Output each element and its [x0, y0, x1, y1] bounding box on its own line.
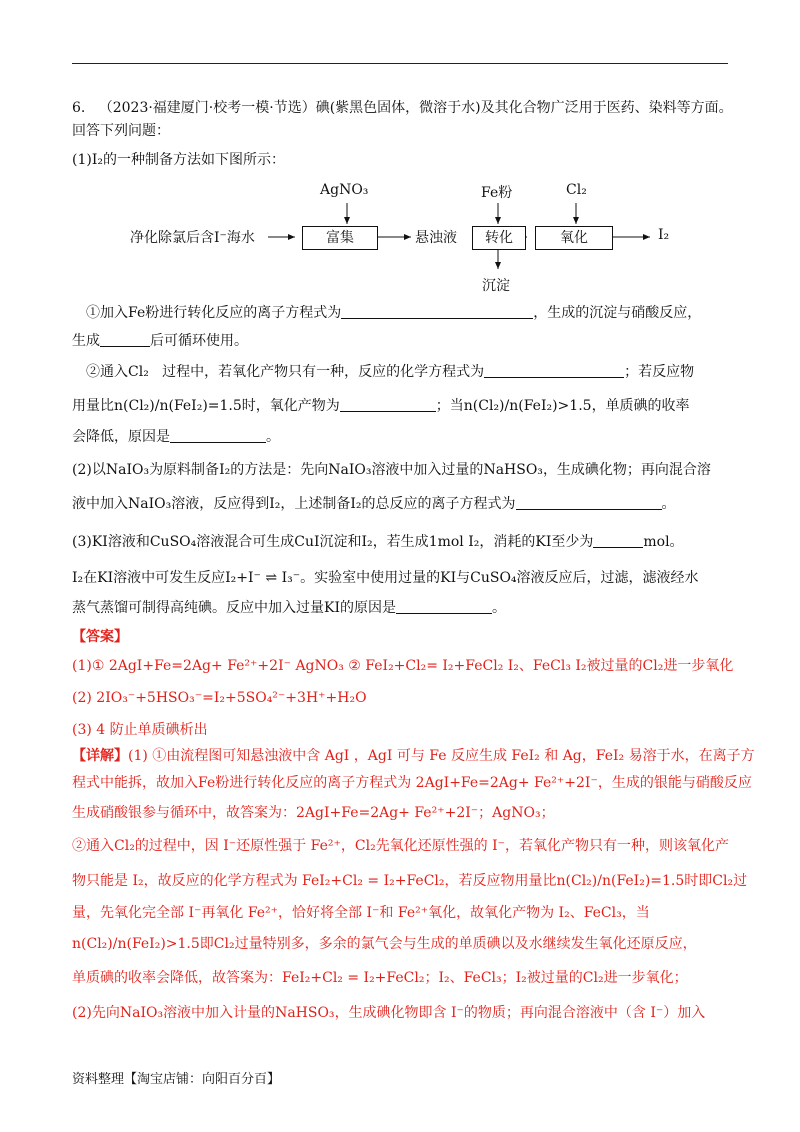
explanation-line5: 物只能是 I₂，故反应的化学方程式为 FeI₂+Cl₂ = I₂+FeCl₂，若反应物用量比n(Cl₂)/n(FeI₂)=1.5时即Cl₂过 — [72, 873, 748, 889]
flow-suspension-label: 悬浊液 — [415, 230, 457, 246]
header-rule — [72, 63, 728, 64]
explanation-line9: (2)先向NaIO₃溶液中加入计量的NaHSO₃，生成碘化物即含 I⁻的物质；再向混合溶液中（含 I⁻）加入 — [72, 1005, 706, 1021]
part3-line3: 蒸气蒸馏可制得高纯碘。反应中加入过量KI的原因是 。 — [72, 600, 506, 616]
question-number: 6. — [72, 100, 86, 116]
answer-part1: (1)① 2AgI+Fe=2Ag+ Fe²⁺+2I⁻ AgNO₃ ② FeI₂+Cl₂= I₂+FeCl₂ I₂、FeCl₃ I₂被过量的Cl₂进一步氧化 — [72, 658, 734, 674]
answer-blank[interactable] — [340, 397, 436, 412]
flow-end-label: I₂ — [658, 227, 670, 243]
part1-heading: (1)I₂的一种制备方法如下图所示： — [72, 152, 285, 168]
subq-1-line2: 生成 后可循环使用。 — [72, 333, 248, 349]
subq-2-line3: 会降低，原因是 。 — [72, 429, 280, 445]
explanation-line4: ②通入Cl₂的过程中，因 I⁻还原性强于 Fe²⁺，Cl₂先氧化还原性强的 I⁻，若氧化产物只有一种，则该氧化产 — [72, 838, 730, 854]
flow-reagent-cl2: Cl₂ — [566, 182, 587, 198]
flow-start-label: 净化除氯后含I⁻海水 — [130, 230, 255, 246]
part3-line2: I₂在KI溶液中可发生反应I₂+I⁻ ⇌ I₃⁻。实验室中使用过量的KI与CuSO₄溶液反应后，过滤，滤液经水 — [72, 570, 699, 586]
flow-box-enrich: 富集 — [302, 226, 378, 250]
answer-blank[interactable] — [516, 495, 662, 510]
flow-precipitate-label: 沉淀 — [482, 278, 510, 294]
flow-reagent-agno3: AgNO₃ — [320, 182, 369, 198]
answer-blank[interactable] — [484, 363, 624, 378]
subq-2-line2: 用量比n(Cl₂)/n(FeI₂)=1.5时，氧化产物为 ；当n(Cl₂)/n(FeI₂)>1.5，单质碘的收率 — [72, 398, 690, 414]
page-footer: 资料整理【淘宝店铺：向阳百分百】 — [72, 1072, 281, 1087]
subq-1-line1: ①加入Fe粉进行转化反应的离子方程式为 ，生成的沉淀与硝酸反应， — [86, 305, 702, 321]
answer-blank[interactable] — [100, 332, 150, 347]
explanation-line2: 程式中能拆，故加入Fe粉进行转化反应的离子方程式为 2AgI+Fe=2Ag+ Fe²⁺+2I⁻，生成的银能与硝酸反应 — [72, 775, 752, 791]
explanation-line6: 量，先氧化完全部 I⁻再氧化 Fe²⁺，恰好将全部 I⁻和 Fe²⁺氧化，故氧化产物为 I₂、FeCl₃，当 — [72, 905, 650, 921]
explanation-line3: 生成硝酸银参与循环中，故答案为：2AgI+Fe=2Ag+ Fe²⁺+2I⁻；AgNO₃； — [72, 805, 555, 821]
explanation-line7: n(Cl₂)/n(FeI₂)>1.5即Cl₂过量特别多，多余的氯气会与生成的单质碘以及水继续发生氧化还原反应， — [72, 936, 697, 952]
process-flow-diagram — [130, 180, 690, 295]
answer-part2: (2) 2IO₃⁻+5HSO₃⁻=I₂+5SO₄²⁻+3H⁺+H₂O — [72, 690, 367, 706]
part2-line2: 液中加入NaIO₃溶液，反应得到I₂，上述制备I₂的总反应的离子方程式为 。 — [72, 496, 676, 512]
answer-part3: (3) 4 防止单质碘析出 — [72, 722, 208, 738]
flow-box-oxidize: 氧化 — [535, 226, 613, 250]
answer-heading: 【答案】 — [72, 629, 128, 645]
explanation-line1: 【详解】(1) ①由流程图可知悬浊液中含 AgI ，AgI 可与 Fe 反应生成 FeI₂ 和 Ag，FeI₂ 易溶于水，在离子方 — [72, 748, 755, 764]
answer-blank[interactable] — [396, 599, 492, 614]
subq-2-line1: ②通入Cl₂ 过程中，若氧化产物只有一种，反应的化学方程式为 ；若反应物 — [86, 364, 695, 380]
question-stem: 6. （2023·福建厦门·校考一模·节选）碘(紫黑色固体，微溶于水)及其化合物广泛用于医药、染料等方面。 — [72, 100, 733, 116]
answer-blank[interactable] — [170, 428, 266, 443]
question-prompt: 回答下列问题： — [72, 123, 170, 139]
explanation-heading: 【详解】 — [72, 748, 128, 764]
part2-line1: (2)以NaIO₃为原料制备I₂的方法是：先向NaIO₃溶液中加入过量的NaHSO₃，生成碘化物；再向混合溶 — [72, 462, 711, 478]
answer-blank[interactable] — [341, 304, 533, 319]
flow-box-convert: 转化 — [472, 226, 526, 250]
flow-reagent-fe: Fe粉 — [481, 185, 513, 201]
explanation-line8: 单质碘的收率会降低，故答案为：FeI₂+Cl₂ = I₂+FeCl₂；I₂、FeCl₃；I₂被过量的Cl₂进一步氧化； — [72, 970, 688, 986]
answer-blank[interactable] — [593, 533, 643, 548]
question-source: （2023·福建厦门·校考一模·节选） — [98, 100, 316, 116]
part3-line1: (3)KI溶液和CuSO₄溶液混合可生成CuI沉淀和I₂，若生成1mol I₂，消耗的KI至少为 mol。 — [72, 534, 684, 550]
